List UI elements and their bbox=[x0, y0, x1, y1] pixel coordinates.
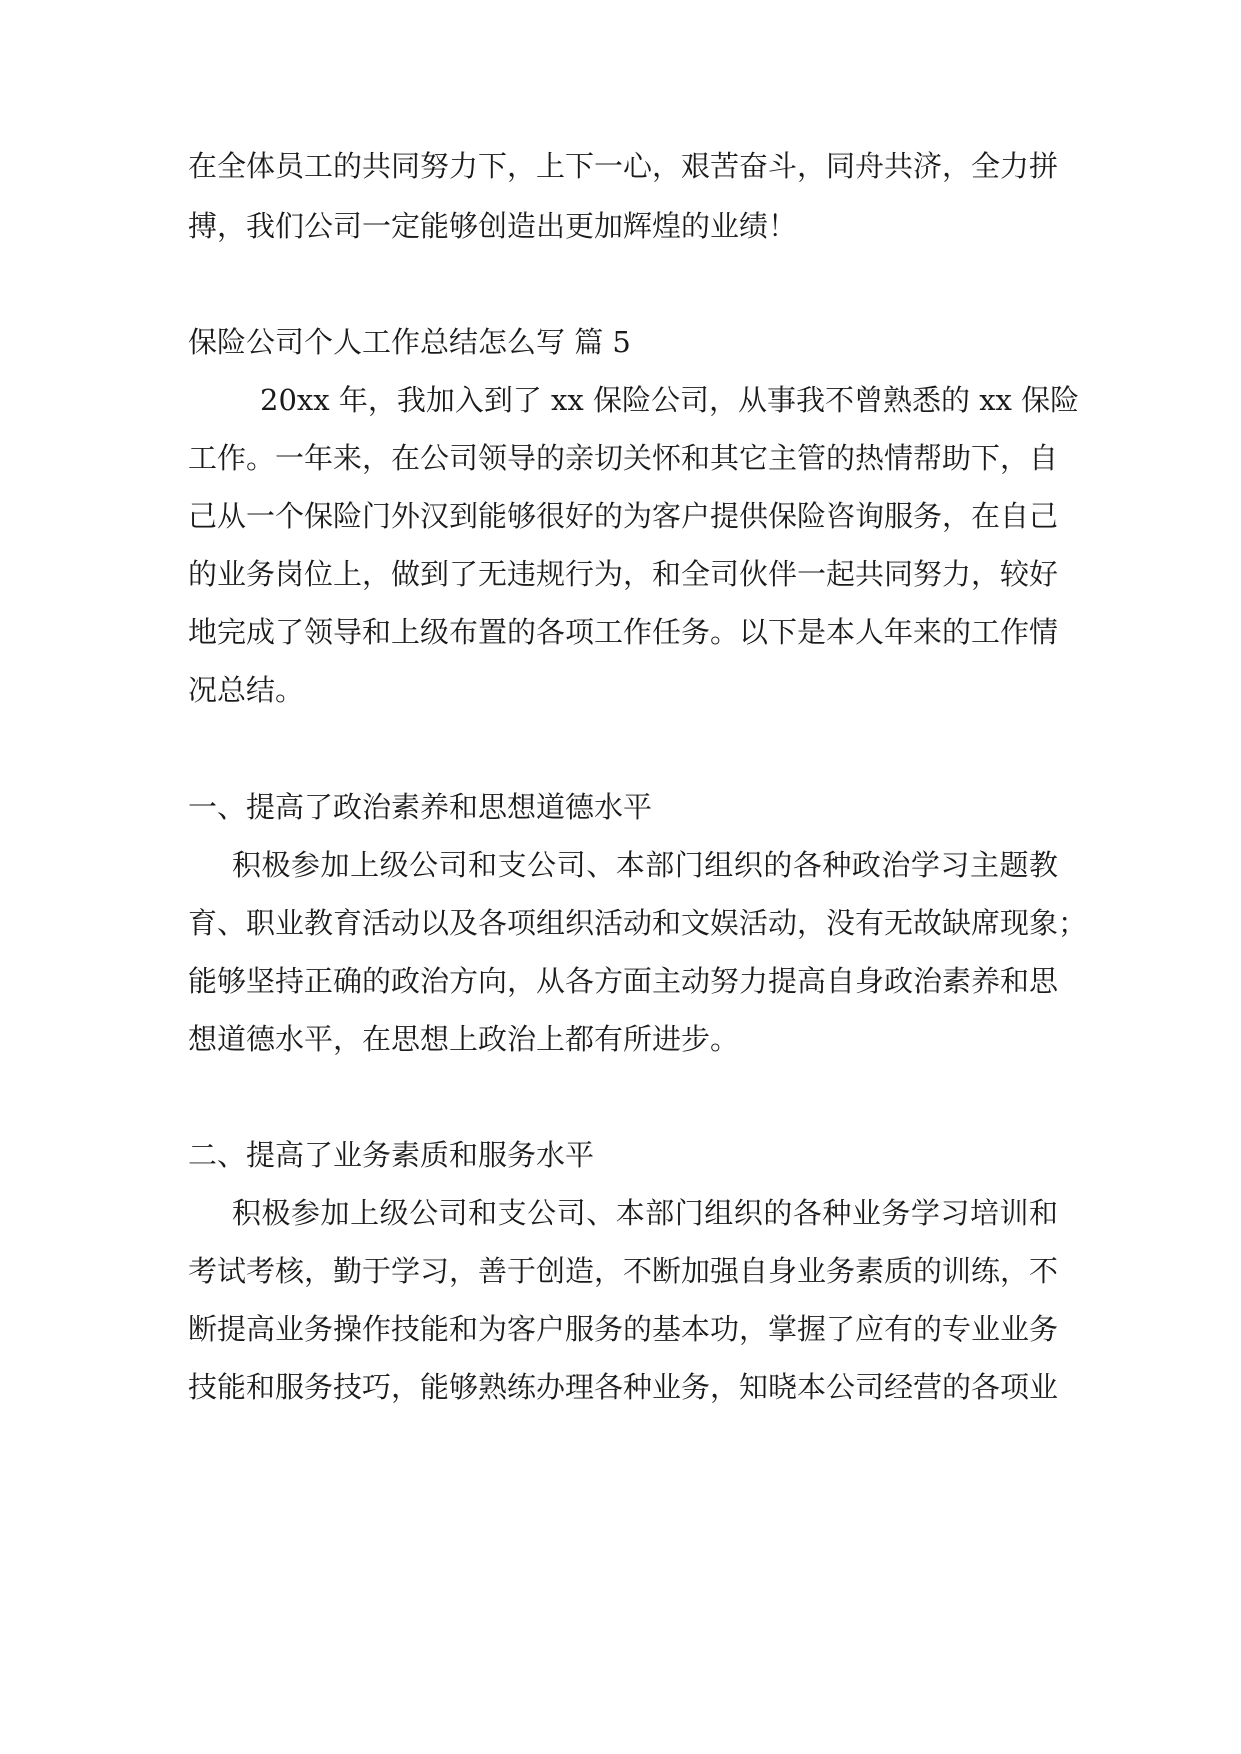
paragraph-line: 断提高业务操作技能和为客户服务的基本功，掌握了应有的专业业务 bbox=[188, 1312, 1059, 1346]
paragraph-line: 况总结。 bbox=[188, 673, 305, 707]
paragraph-line: 能够坚持正确的政治方向，从各方面主动努力提高自身政治素养和思 bbox=[188, 964, 1059, 998]
paragraph-line: 搏，我们公司一定能够创造出更加辉煌的业绩！ bbox=[188, 209, 798, 243]
paragraph-line: 技能和服务技巧，能够熟练办理各种业务，知晓本公司经营的各项业 bbox=[188, 1370, 1059, 1404]
paragraph-line: 20xx 年，我加入到了 xx 保险公司，从事我不曾熟悉的 xx 保险 bbox=[260, 383, 1080, 417]
paragraph-line: 育、职业教育活动以及各项组织活动和文娱活动，没有无故缺席现象； bbox=[188, 906, 1088, 940]
section-heading: 一、提高了政治素养和思想道德水平 bbox=[188, 790, 653, 824]
paragraph-line: 想道德水平，在思想上政治上都有所进步。 bbox=[188, 1022, 740, 1056]
paragraph-line: 积极参加上级公司和支公司、本部门组织的各种业务学习培训和 bbox=[232, 1196, 1058, 1230]
paragraph-line: 在全体员工的共同努力下，上下一心，艰苦奋斗，同舟共济，全力拼 bbox=[188, 149, 1059, 183]
paragraph-line: 积极参加上级公司和支公司、本部门组织的各种政治学习主题教 bbox=[232, 848, 1058, 882]
paragraph-line: 地完成了领导和上级布置的各项工作任务。以下是本人年来的工作情 bbox=[188, 615, 1059, 649]
section-heading: 二、提高了业务素质和服务水平 bbox=[188, 1138, 595, 1172]
paragraph-line: 考试考核，勤于学习，善于创造，不断加强自身业务素质的训练，不 bbox=[188, 1254, 1059, 1288]
paragraph-line: 己从一个保险门外汉到能够很好的为客户提供保险咨询服务，在自己 bbox=[188, 499, 1059, 533]
paragraph-line: 工作。一年来，在公司领导的亲切关怀和其它主管的热情帮助下，自 bbox=[188, 441, 1059, 475]
section-title: 保险公司个人工作总结怎么写 篇 5 bbox=[188, 325, 631, 359]
paragraph-line: 的业务岗位上，做到了无违规行为，和全司伙伴一起共同努力，较好 bbox=[188, 557, 1059, 591]
